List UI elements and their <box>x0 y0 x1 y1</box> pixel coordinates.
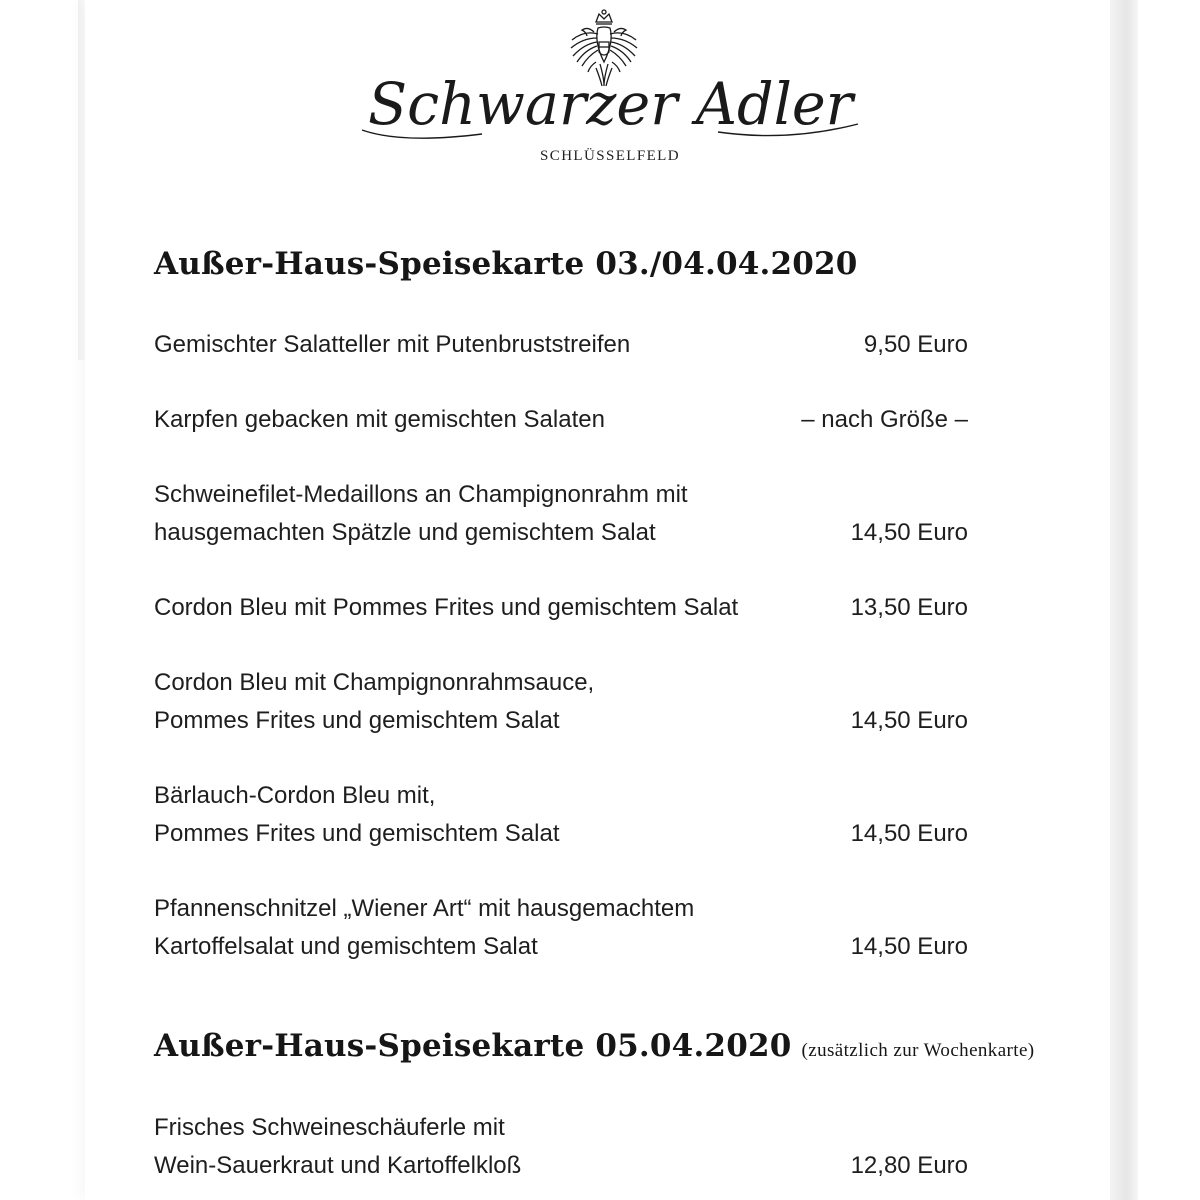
section-title: Außer-Haus-Speisekarte 03./04.04.2020 <box>154 246 858 282</box>
menu-item-price: 14,50 Euro <box>850 707 968 734</box>
section-note: (zusätzlich zur Wochenkarte) <box>801 1040 1035 1061</box>
menu-item-price: – nach Größe – <box>801 406 968 433</box>
menu-item-description: Frisches Schweineschäuferle mit <box>154 1114 505 1141</box>
menu-item-description: hausgemachten Spätzle und gemischtem Salat <box>154 519 656 546</box>
menu-item-description: Wein-Sauerkraut und Kartoffelkloß <box>154 1152 522 1179</box>
menu-item-description: Cordon Bleu mit Pommes Frites und gemischtem Salat <box>154 594 739 621</box>
menu-item-description: Pfannenschnitzel „Wiener Art“ mit hausgemachtem <box>154 895 695 922</box>
menu-item-description: Schweinefilet-Medaillons an Champignonrahm mit <box>154 481 688 508</box>
section-heading-2 <box>154 1028 1035 1064</box>
menu-item-price: 14,50 Euro <box>850 519 968 546</box>
menu-item-price: 14,50 Euro <box>850 820 968 847</box>
menu-item-description: Bärlauch-Cordon Bleu mit, <box>154 782 436 809</box>
paper-edge-right <box>1110 0 1138 1200</box>
menu-item <box>154 326 968 364</box>
restaurant-logo <box>0 0 1200 175</box>
menu-item <box>154 401 968 439</box>
menu-item-price: 9,50 Euro <box>863 331 968 358</box>
menu-item-description: Kartoffelsalat und gemischtem Salat <box>154 933 538 960</box>
menu-item <box>154 777 968 853</box>
restaurant-location: SCHLÜSSELFELD <box>540 148 680 164</box>
menu-item-description: Pommes Frites und gemischtem Salat <box>154 707 560 734</box>
menu-item <box>154 664 968 740</box>
menu-item-description: Cordon Bleu mit Champignonrahmsauce, <box>154 669 595 696</box>
svg-text:Schwarzer Adler: Schwarzer Adler <box>368 70 857 138</box>
menu-item <box>154 476 968 552</box>
menu-item-price: 13,50 Euro <box>850 594 968 621</box>
menu-item <box>154 1109 968 1185</box>
section-heading-1 <box>154 246 858 282</box>
menu-item-price: 14,50 Euro <box>850 933 968 960</box>
menu-item <box>154 890 968 966</box>
restaurant-name-script <box>358 58 863 148</box>
menu-item-description: Gemischter Salatteller mit Putenbruststreifen <box>154 331 631 358</box>
section-title: Außer-Haus-Speisekarte 05.04.2020 <box>154 1028 792 1064</box>
menu-item-price: 12,80 Euro <box>850 1152 968 1179</box>
menu-item <box>154 589 968 627</box>
menu-item-description: Karpfen gebacken mit gemischten Salaten <box>154 406 605 433</box>
menu-item-description: Pommes Frites und gemischtem Salat <box>154 820 560 847</box>
